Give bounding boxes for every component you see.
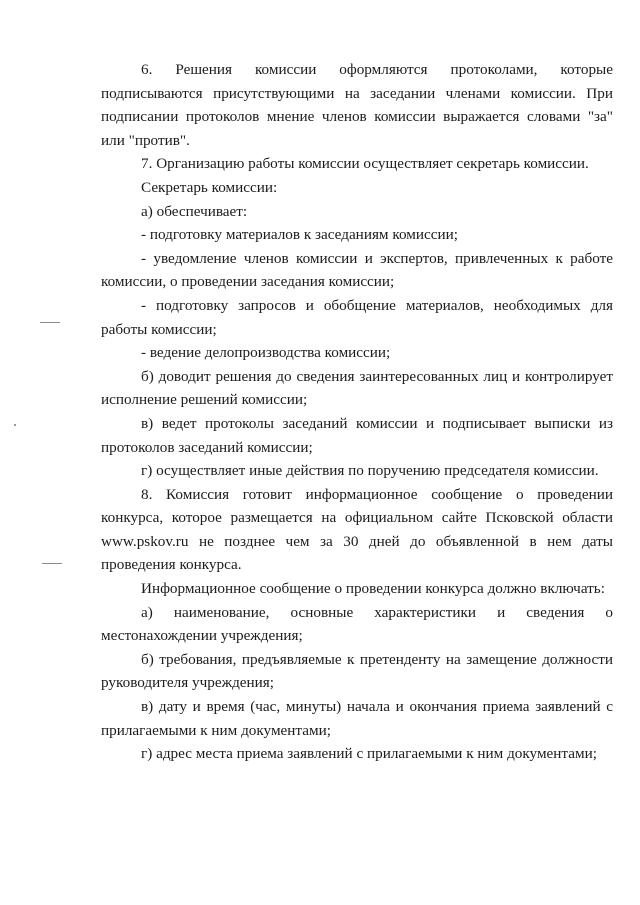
scan-mark bbox=[42, 563, 62, 564]
paragraph: Информационное сообщение о проведении конкурса должно включать: bbox=[141, 580, 605, 598]
paragraph: а) обеспечивает: bbox=[141, 202, 248, 220]
paragraph: в) ведет протоколы заседаний комиссии и подписывает выписки из протоколов заседаний комиссии; bbox=[101, 414, 613, 456]
document-body bbox=[101, 58, 613, 766]
list-item: - подготовку запросов и обобщение материалов, необходимых для работы комиссии; bbox=[101, 296, 613, 338]
list-item: - ведение делопроизводства комиссии; bbox=[141, 344, 391, 362]
paragraph: а) наименование, основные характеристики и сведения о местонахождении учреждения; bbox=[101, 603, 613, 645]
paragraph: Секретарь комиссии: bbox=[141, 178, 278, 196]
scan-mark bbox=[40, 322, 60, 323]
paragraph: б) требования, предъявляемые к претенденту на замещение должности руководителя учреждения; bbox=[101, 650, 613, 692]
paragraph: 8. Комиссия готовит информационное сообщение о проведении конкурса, которое размещается на официальном сайте Псковской области www.pskov.ru не позднее чем за 30 дней до объявленной в нем даты проведения конкурса. bbox=[101, 485, 613, 574]
paragraph: б) доводит решения до сведения заинтересованных лиц и контролирует исполнение решений комиссии; bbox=[101, 367, 613, 409]
paragraph: г) адрес места приема заявлений с прилагаемыми к ним документами; bbox=[141, 745, 597, 763]
scan-dot bbox=[14, 424, 16, 426]
list-item: - уведомление членов комиссии и экспертов, привлеченных к работе комиссии, о проведении заседания комиссии; bbox=[101, 249, 613, 291]
paragraph: в) дату и время (час, минуты) начала и окончания приема заявлений с прилагаемыми к ним документами; bbox=[101, 698, 613, 739]
list-item: - подготовку материалов к заседаниям комиссии; bbox=[141, 226, 458, 244]
paragraph: 6. Решения комиссии оформляются протоколами, которые подписываются присутствующими на заседании членами комиссии. При подписании протоколов мнение членов комиссии выражается словами "за" или "против". bbox=[101, 61, 613, 149]
paragraph: г) осуществляет иные действия по поручению председателя комиссии. bbox=[141, 462, 599, 480]
paragraph: 7. Организацию работы комиссии осуществляет секретарь комиссии. bbox=[141, 155, 589, 173]
